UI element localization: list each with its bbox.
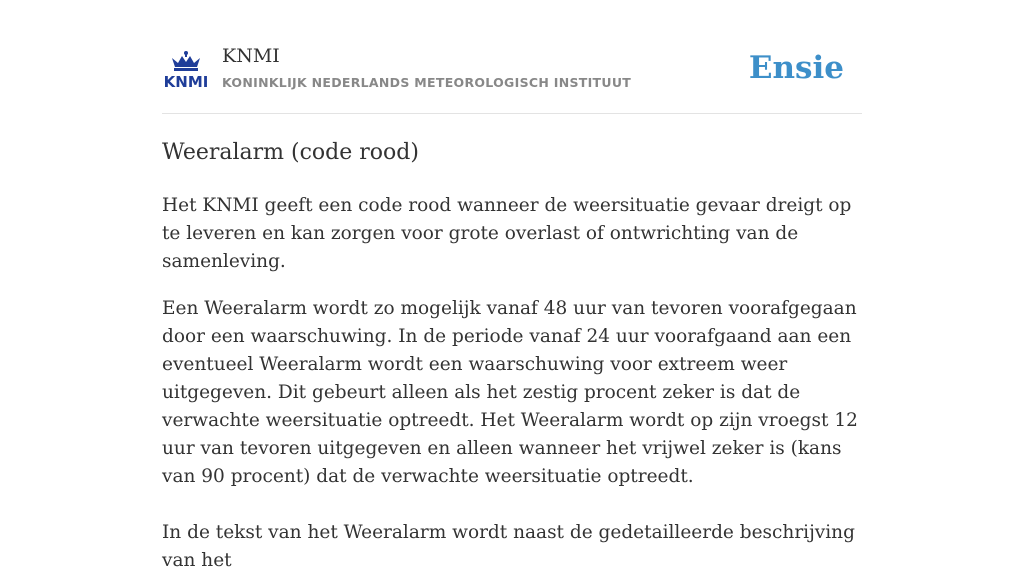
header (162, 0, 862, 114)
article-paragraph: Een Weeralarm wordt zo mogelijk vanaf 48 uur van tevoren voorafgegaan door een waarschuwing. In de periode vanaf 24 uur voorafgaand aan een eventueel Weeralarm wordt een waarschuwing voor extreem weer uitgegeven. Dit gebeurt alleen als het zestig procent zeker is dat de verwachte weersituatie optreedt. Het Weeralarm wordt op zijn vroegst 12 uur van tevoren uitgegeven en alleen wanneer het vrijwel zeker is (kans van 90 procent) dat de verwachte weersituatie optreedt. (162, 298, 858, 487)
article (162, 114, 862, 575)
knmi-logo (164, 50, 208, 90)
article-paragraph: In de tekst van het Weeralarm wordt naast de gedetailleerde beschrijving van het (162, 522, 855, 571)
article-title: Weeralarm (code rood) (162, 140, 419, 165)
crown-icon (172, 51, 200, 71)
content-container (162, 0, 862, 575)
org-subtitle: KONINKLIJK NEDERLANDS METEOROLOGISCH INSTITUUT (222, 75, 632, 90)
ensie-brand-link[interactable]: Ensie (748, 50, 844, 86)
org-name: KNMI (222, 45, 280, 67)
logo-text: KNMI (163, 73, 209, 91)
article-paragraph: Het KNMI geeft een code rood wanneer de weersituatie gevaar dreigt op te leveren en kan zorgen voor grote overlast of ontwrichting van de samenleving. (162, 195, 852, 272)
